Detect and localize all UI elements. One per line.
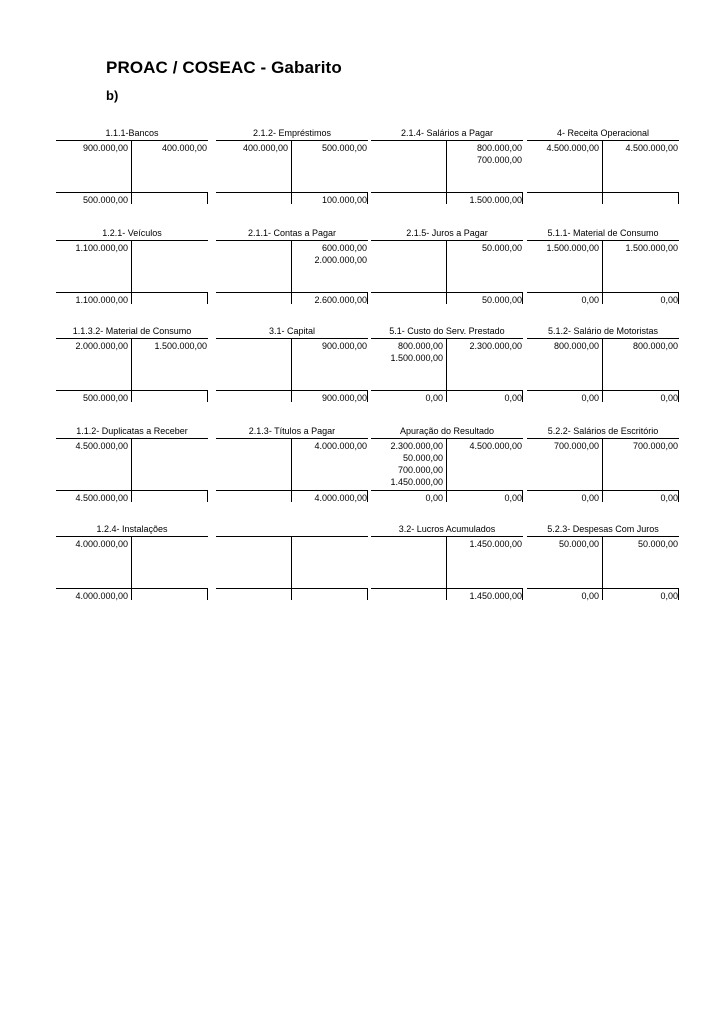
ledger-base-line (527, 192, 679, 193)
ledger-account-custo-servico (371, 325, 523, 405)
ledger-total-separator (522, 490, 523, 502)
ledger-account-material-consumo-1 (56, 325, 208, 405)
ledger-base-line (527, 588, 679, 589)
ledger-total-separator (446, 490, 447, 502)
credit-entries (606, 440, 678, 452)
ledger-total-separator (131, 490, 132, 502)
ledger-total-separator (602, 292, 603, 304)
credit-total: 4.000.000,00 (314, 493, 367, 503)
ledger-total-separator (207, 192, 208, 204)
ledger-total-separator (602, 588, 603, 600)
ledger-account-apuracao-resultado (371, 425, 523, 505)
credit-entry: 2.000.000,00 (314, 255, 367, 265)
ledger-stem-line (131, 141, 132, 192)
ledger-account-juros-pagar (371, 227, 523, 307)
credit-total: 0,00 (660, 493, 678, 503)
ledger-rule-line (371, 240, 523, 241)
ledger-stem-line (291, 141, 292, 192)
credit-entry: 4.500.000,00 (469, 441, 522, 451)
ledger-stem-line (291, 241, 292, 292)
ledger-account-despesas-juros (527, 523, 679, 603)
ledger-base-line (371, 588, 523, 589)
ledger-title: 2.1.2- Empréstimos (252, 128, 332, 138)
credit-entries (450, 142, 522, 166)
ledger-account-contas-pagar (216, 227, 368, 307)
debit-entries (56, 142, 128, 154)
ledger-base-line (527, 390, 679, 391)
ledger-total-separator (367, 192, 368, 204)
ledger-stem-line (446, 439, 447, 490)
ledger-total-separator (678, 390, 679, 402)
credit-entry: 1.500.000,00 (154, 341, 207, 351)
ledger-rule-line (527, 536, 679, 537)
ledger-rule-line (371, 140, 523, 141)
ledger-title: 1.2.4- Instalações (96, 524, 168, 534)
ledger-stem-line (602, 537, 603, 588)
ledger-base-line (216, 292, 368, 293)
ledger-total-separator (678, 192, 679, 204)
ledger-base-line (216, 588, 368, 589)
ledger-title: 2.1.3- Títulos a Pagar (248, 426, 336, 436)
credit-total: 2.600.000,00 (314, 295, 367, 305)
ledger-stem-line (446, 141, 447, 192)
ledger-stem-line (291, 339, 292, 390)
ledger-title: 3.2- Lucros Acumulados (398, 524, 496, 534)
debit-entry: 1.500.000,00 (546, 243, 599, 253)
ledger-stem-line (131, 339, 132, 390)
ledger-total-separator (131, 588, 132, 600)
debit-total: 500.000,00 (82, 393, 128, 403)
debit-entry: 800.000,00 (553, 341, 599, 351)
ledger-total-separator (367, 588, 368, 600)
debit-entry: 4.500.000,00 (546, 143, 599, 153)
debit-entry: 400.000,00 (242, 143, 288, 153)
ledger-stem-line (291, 537, 292, 588)
ledger-total-separator (678, 588, 679, 600)
debit-total: 0,00 (425, 493, 443, 503)
ledger-title: 4- Receita Operacional (556, 128, 650, 138)
ledger-title: 5.1.2- Salário de Motoristas (547, 326, 659, 336)
ledger-account-salarios-escritorio (527, 425, 679, 505)
ledger-base-line (56, 390, 208, 391)
credit-total: 1.500.000,00 (469, 195, 522, 205)
credit-entries (606, 340, 678, 352)
debit-entry: 4.500.000,00 (75, 441, 128, 451)
ledger-total-separator (522, 192, 523, 204)
ledger-stem-line (602, 141, 603, 192)
ledger-rule-line (527, 140, 679, 141)
ledger-rule-line (527, 338, 679, 339)
credit-entry: 2.300.000,00 (469, 341, 522, 351)
credit-entry: 500.000,00 (321, 143, 367, 153)
ledger-rule-line (56, 438, 208, 439)
credit-entry: 400.000,00 (161, 143, 207, 153)
credit-total: 0,00 (660, 393, 678, 403)
debit-entries (371, 440, 443, 488)
ledger-total-separator (131, 390, 132, 402)
ledger-total-separator (207, 292, 208, 304)
credit-entry: 900.000,00 (321, 341, 367, 351)
credit-entry: 1.500.000,00 (625, 243, 678, 253)
ledger-base-line (371, 192, 523, 193)
debit-total: 0,00 (425, 393, 443, 403)
ledger-total-separator (522, 588, 523, 600)
ledger-title: 1.2.1- Veículos (102, 228, 162, 238)
credit-entries (606, 242, 678, 254)
ledger-total-separator (446, 192, 447, 204)
credit-entry: 50.000,00 (481, 243, 522, 253)
ledger-total-separator (367, 292, 368, 304)
ledger-total-separator (602, 192, 603, 204)
page-title: PROAC / COSEAC - Gabarito (106, 58, 342, 77)
credit-entries (295, 242, 367, 266)
credit-entries (295, 440, 367, 452)
ledger-total-separator (446, 390, 447, 402)
credit-total: 100.000,00 (321, 195, 367, 205)
ledger-account-em-branco (216, 523, 368, 603)
ledger-rule-line (56, 338, 208, 339)
debit-entry: 2.000.000,00 (75, 341, 128, 351)
debit-entry: 800.000,00 (397, 341, 443, 351)
ledger-total-separator (678, 292, 679, 304)
ledger-base-line (56, 490, 208, 491)
ledger-total-separator (602, 490, 603, 502)
item-label: b) (106, 88, 119, 103)
credit-entry: 700.000,00 (476, 155, 522, 165)
ledger-total-separator (131, 192, 132, 204)
credit-total: 900.000,00 (321, 393, 367, 403)
credit-entries (450, 242, 522, 254)
debit-entries (527, 142, 599, 154)
ledger-rule-line (527, 438, 679, 439)
debit-entry: 1.450.000,00 (390, 477, 443, 487)
ledger-base-line (527, 490, 679, 491)
ledger-rule-line (56, 240, 208, 241)
ledger-title: 1.1.2- Duplicatas a Receber (76, 426, 188, 436)
debit-total: 0,00 (581, 393, 599, 403)
ledger-total-separator (367, 490, 368, 502)
debit-entries (371, 340, 443, 364)
ledger-title: 1.1.3.2- Material de Consumo (72, 326, 192, 336)
ledger-stem-line (602, 339, 603, 390)
debit-entry: 1.500.000,00 (390, 353, 443, 363)
debit-entry: 2.300.000,00 (390, 441, 443, 451)
credit-entry: 800.000,00 (476, 143, 522, 153)
ledger-account-lucros-acumulados (371, 523, 523, 603)
credit-total: 1.450.000,00 (469, 591, 522, 601)
ledger-total-separator (291, 588, 292, 600)
credit-entries (135, 340, 207, 352)
ledger-stem-line (446, 241, 447, 292)
ledger-title: 2.1.5- Juros a Pagar (406, 228, 488, 238)
ledger-rule-line (371, 536, 523, 537)
ledger-total-separator (131, 292, 132, 304)
debit-entries (56, 242, 128, 254)
debit-entries (56, 340, 128, 352)
ledger-title: Apuração do Resultado (399, 426, 495, 436)
ledger-title: 2.1.1- Contas a Pagar (247, 228, 337, 238)
ledger-total-separator (446, 588, 447, 600)
ledger-base-line (56, 192, 208, 193)
debit-entry: 1.100.000,00 (75, 243, 128, 253)
ledger-base-line (371, 490, 523, 491)
debit-entry: 4.000.000,00 (75, 539, 128, 549)
debit-entries (527, 440, 599, 452)
credit-total: 0,00 (504, 493, 522, 503)
credit-entry: 50.000,00 (637, 539, 678, 549)
credit-entries (450, 340, 522, 352)
ledger-base-line (216, 390, 368, 391)
ledger-rule-line (216, 338, 368, 339)
ledger-stem-line (131, 241, 132, 292)
ledger-stem-line (446, 339, 447, 390)
ledger-base-line (527, 292, 679, 293)
ledger-total-separator (291, 390, 292, 402)
ledger-base-line (216, 192, 368, 193)
debit-entries (527, 538, 599, 550)
ledger-title: 1.1.1-Bancos (105, 128, 159, 138)
credit-entries (295, 142, 367, 154)
ledger-total-separator (367, 390, 368, 402)
debit-entries (56, 440, 128, 452)
debit-total: 4.000.000,00 (75, 591, 128, 601)
credit-entry: 1.450.000,00 (469, 539, 522, 549)
ledger-title: 5.1- Custo do Serv. Prestado (389, 326, 505, 336)
debit-total: 0,00 (581, 591, 599, 601)
credit-entries (450, 538, 522, 550)
ledger-account-emprestimos (216, 127, 368, 207)
debit-entry: 900.000,00 (82, 143, 128, 153)
ledger-total-separator (602, 390, 603, 402)
debit-entry: 50.000,00 (402, 453, 443, 463)
credit-entries (135, 142, 207, 154)
debit-total: 0,00 (581, 493, 599, 503)
debit-entry: 50.000,00 (558, 539, 599, 549)
debit-entries (56, 538, 128, 550)
ledger-total-separator (678, 490, 679, 502)
ledger-base-line (216, 490, 368, 491)
ledger-account-bancos (56, 127, 208, 207)
credit-entry: 600.000,00 (321, 243, 367, 253)
ledger-base-line (56, 292, 208, 293)
ledger-title: 3.1- Capital (268, 326, 316, 336)
ledger-rule-line (216, 438, 368, 439)
credit-entries (606, 538, 678, 550)
ledger-account-capital (216, 325, 368, 405)
ledger-total-separator (291, 292, 292, 304)
credit-entries (295, 340, 367, 352)
ledger-account-receita-operacional (527, 127, 679, 207)
debit-entry: 700.000,00 (553, 441, 599, 451)
credit-entries (606, 142, 678, 154)
debit-entry: 700.000,00 (397, 465, 443, 475)
ledger-account-instalacoes (56, 523, 208, 603)
debit-entries (216, 142, 288, 154)
debit-total: 500.000,00 (82, 195, 128, 205)
credit-total: 0,00 (660, 295, 678, 305)
credit-entry: 4.000.000,00 (314, 441, 367, 451)
ledger-rule-line (56, 536, 208, 537)
ledger-total-separator (446, 292, 447, 304)
ledger-base-line (371, 292, 523, 293)
credit-entry: 700.000,00 (632, 441, 678, 451)
ledger-stem-line (446, 537, 447, 588)
credit-total: 0,00 (660, 591, 678, 601)
ledger-rule-line (527, 240, 679, 241)
ledger-account-titulos-pagar (216, 425, 368, 505)
credit-entries (450, 440, 522, 452)
ledger-account-material-consumo-5 (527, 227, 679, 307)
ledger-title: 5.2.3- Despesas Com Juros (547, 524, 659, 534)
ledger-rule-line (216, 140, 368, 141)
ledger-total-separator (207, 490, 208, 502)
ledger-total-separator (522, 390, 523, 402)
ledger-total-separator (207, 588, 208, 600)
ledger-rule-line (216, 240, 368, 241)
credit-total: 50.000,00 (481, 295, 522, 305)
debit-total: 4.500.000,00 (75, 493, 128, 503)
debit-total: 1.100.000,00 (75, 295, 128, 305)
ledger-account-salario-motoristas (527, 325, 679, 405)
ledger-title: 5.1.1- Material de Consumo (547, 228, 659, 238)
debit-entries (527, 242, 599, 254)
ledger-title: 5.2.2- Salários de Escritório (547, 426, 659, 436)
ledger-title: 2.1.4- Salários a Pagar (400, 128, 494, 138)
ledger-total-separator (522, 292, 523, 304)
credit-total: 0,00 (504, 393, 522, 403)
credit-entry: 800.000,00 (632, 341, 678, 351)
ledger-account-duplicatas-receber (56, 425, 208, 505)
ledger-total-separator (291, 192, 292, 204)
ledger-rule-line (216, 536, 368, 537)
ledger-stem-line (131, 439, 132, 490)
ledger-base-line (371, 390, 523, 391)
ledger-rule-line (371, 338, 523, 339)
ledger-total-separator (207, 390, 208, 402)
ledger-stem-line (602, 241, 603, 292)
credit-entry: 4.500.000,00 (625, 143, 678, 153)
ledger-stem-line (602, 439, 603, 490)
ledger-base-line (56, 588, 208, 589)
ledger-rule-line (56, 140, 208, 141)
ledger-stem-line (291, 439, 292, 490)
ledger-account-veiculos (56, 227, 208, 307)
ledger-rule-line (371, 438, 523, 439)
debit-total: 0,00 (581, 295, 599, 305)
ledger-stem-line (131, 537, 132, 588)
debit-entries (527, 340, 599, 352)
ledger-account-salarios-pagar (371, 127, 523, 207)
ledger-total-separator (291, 490, 292, 502)
